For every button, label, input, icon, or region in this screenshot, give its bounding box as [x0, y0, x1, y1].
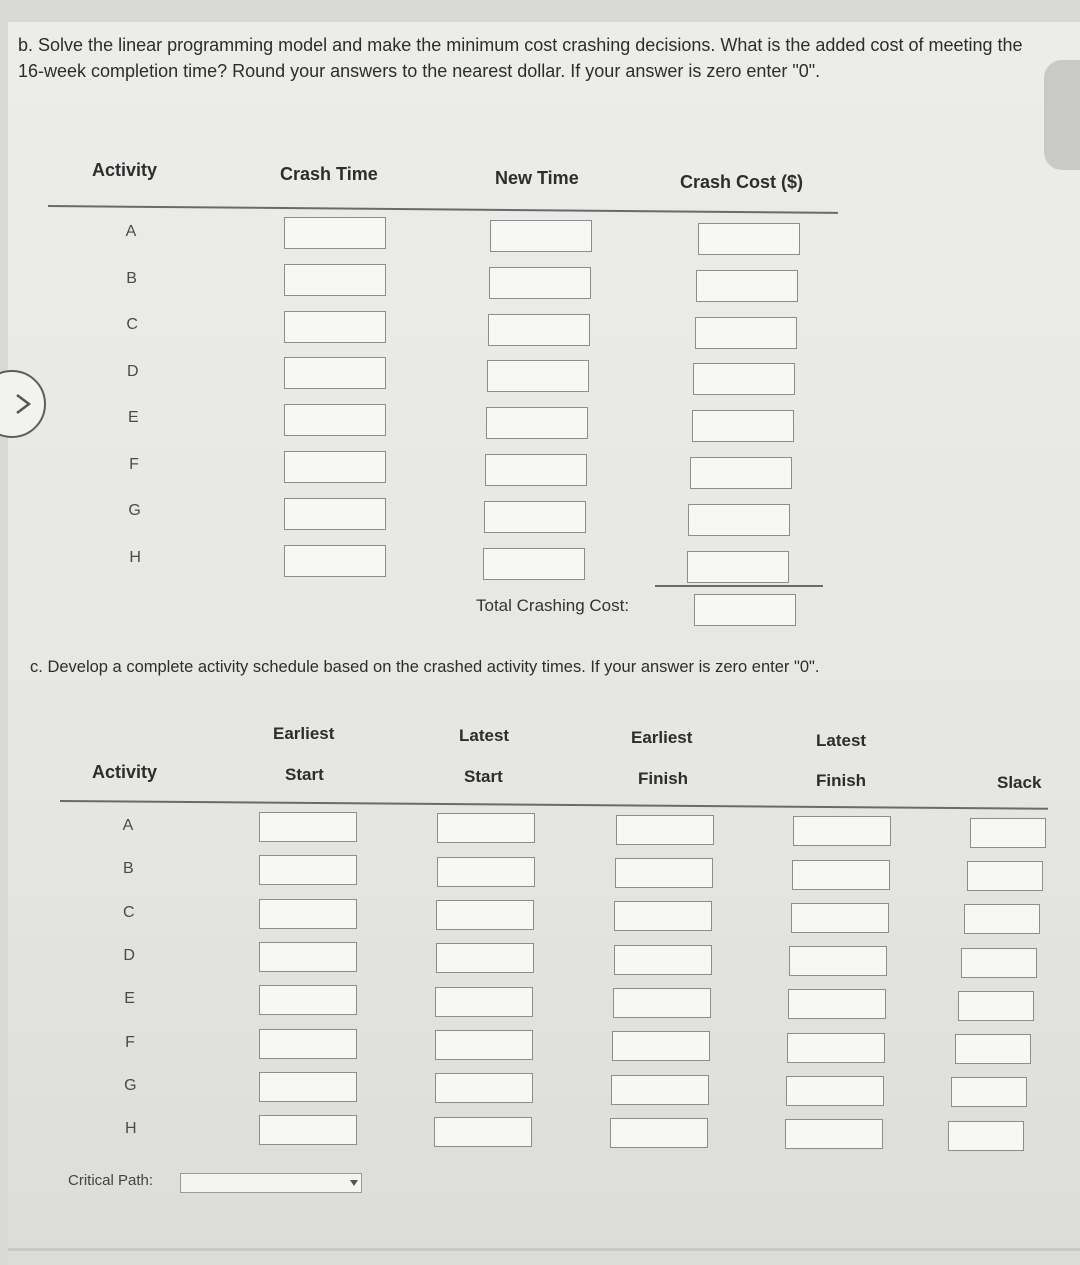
earliest-finish-input[interactable] [614, 945, 712, 975]
question-c [30, 654, 1030, 680]
latest-finish-input[interactable] [791, 903, 889, 933]
slack-input[interactable] [951, 1077, 1027, 1107]
crash-time-input[interactable] [284, 311, 386, 343]
earliest-start-input[interactable] [259, 1115, 357, 1145]
crash-cost-input[interactable] [693, 363, 795, 395]
header-activity-b: Activity [92, 160, 158, 180]
new-time-input[interactable] [483, 548, 585, 580]
activity-label: D [127, 362, 139, 380]
scrollbar-thumb[interactable] [1044, 60, 1080, 170]
latest-finish-input[interactable] [792, 860, 890, 890]
activity-label: F [129, 455, 139, 473]
earliest-start-input[interactable] [259, 1029, 357, 1059]
new-time-input[interactable] [486, 407, 588, 439]
slack-input[interactable] [967, 861, 1043, 891]
earliest-start-input[interactable] [259, 855, 357, 885]
crash-cost-input[interactable] [692, 410, 794, 442]
latest-start-input[interactable] [436, 900, 534, 930]
new-time-input[interactable] [490, 220, 592, 252]
latest-finish-input[interactable] [788, 989, 886, 1019]
activity-label: A [125, 223, 137, 240]
activity-label: G [128, 502, 141, 519]
activity-label: A [122, 817, 134, 834]
earliest-finish-input[interactable] [615, 858, 713, 888]
header-latest-finish-1: Latest [816, 731, 867, 750]
activity-label: H [125, 1120, 137, 1138]
crash-time-input[interactable] [284, 451, 386, 483]
earliest-start-input[interactable] [259, 899, 357, 929]
total-crashing-cost-label: Total Crashing Cost: [476, 596, 630, 615]
latest-finish-input[interactable] [786, 1076, 884, 1106]
earliest-finish-input[interactable] [614, 901, 712, 931]
header-earliest-start-2: Start [285, 765, 324, 784]
latest-start-input[interactable] [435, 987, 533, 1017]
header-latest-start-2: Start [464, 767, 503, 786]
latest-start-input[interactable] [437, 813, 535, 843]
question-b-label: b. [18, 35, 34, 55]
header-earliest-start-1: Earliest [273, 724, 335, 743]
earliest-start-input[interactable] [259, 1072, 357, 1102]
chevron-down-icon [350, 1180, 358, 1186]
crash-time-input[interactable] [284, 404, 386, 436]
new-time-input[interactable] [487, 360, 589, 392]
total-crashing-cost-input[interactable] [694, 594, 796, 626]
slack-input[interactable] [964, 904, 1040, 934]
header-earliest-finish-2: Finish [638, 769, 689, 788]
latest-finish-input[interactable] [787, 1033, 885, 1063]
crash-cost-input[interactable] [687, 551, 789, 583]
activity-label: E [128, 409, 139, 426]
new-time-input[interactable] [488, 314, 590, 346]
earliest-start-input[interactable] [259, 812, 357, 842]
header-crash-time: Crash Time [280, 164, 378, 184]
slack-input[interactable] [955, 1034, 1031, 1064]
crash-time-input[interactable] [284, 545, 386, 577]
crash-time-input[interactable] [284, 264, 386, 296]
crash-time-input[interactable] [284, 357, 386, 389]
crash-cost-input[interactable] [690, 457, 792, 489]
header-latest-finish-2: Finish [816, 771, 867, 790]
chevron-right-icon [13, 392, 33, 416]
earliest-finish-input[interactable] [610, 1118, 708, 1148]
earliest-finish-input[interactable] [616, 815, 714, 845]
header-earliest-finish-1: Earliest [631, 728, 693, 747]
slack-input[interactable] [958, 991, 1034, 1021]
crash-cost-input[interactable] [695, 317, 797, 349]
earliest-finish-input[interactable] [612, 1031, 710, 1061]
header-latest-start-1: Latest [459, 726, 510, 745]
earliest-finish-input[interactable] [613, 988, 711, 1018]
critical-path-label: Critical Path: [68, 1172, 154, 1189]
crash-time-input[interactable] [284, 498, 386, 530]
page-bottom-edge [8, 1248, 1080, 1251]
latest-start-input[interactable] [435, 1073, 533, 1103]
latest-start-input[interactable] [437, 857, 535, 887]
slack-input[interactable] [961, 948, 1037, 978]
new-time-input[interactable] [484, 501, 586, 533]
activity-label: C [123, 903, 135, 921]
new-time-input[interactable] [489, 267, 591, 299]
latest-finish-input[interactable] [785, 1119, 883, 1149]
activity-label: H [129, 548, 141, 566]
header-activity-c: Activity [92, 762, 158, 782]
crash-cost-input[interactable] [698, 223, 800, 255]
earliest-finish-input[interactable] [611, 1075, 709, 1105]
question-c-text: Develop a complete activity schedule based on the crashed activity times. If your answer is zero enter "0". [47, 658, 820, 676]
activity-label: C [126, 316, 138, 333]
slack-input[interactable] [948, 1121, 1024, 1151]
activity-label: B [123, 860, 134, 878]
earliest-start-input[interactable] [259, 942, 357, 972]
latest-start-input[interactable] [435, 1030, 533, 1060]
latest-finish-input[interactable] [789, 946, 887, 976]
latest-finish-input[interactable] [793, 816, 891, 846]
activity-label: G [124, 1076, 137, 1094]
total-rule [655, 585, 823, 587]
activity-label: D [123, 946, 135, 964]
crash-time-input[interactable] [284, 217, 386, 249]
earliest-start-input[interactable] [259, 985, 357, 1015]
header-new-time: New Time [495, 168, 579, 188]
question-c-label: c. [30, 658, 43, 676]
question-b-text: Solve the linear programming model and make the minimum cost crashing decisions. What is the added cost of meeting the 16-week completion time? Round your answers to the nearest dollar. If your answer is zero enter "0". [18, 35, 1023, 81]
latest-start-input[interactable] [436, 943, 534, 973]
activity-label: F [125, 1033, 135, 1051]
question-b [18, 32, 1048, 84]
header-slack: Slack [997, 773, 1042, 792]
new-time-input[interactable] [485, 454, 587, 486]
activity-label: E [124, 990, 135, 1008]
critical-path-select[interactable] [180, 1173, 362, 1193]
header-crash-cost: Crash Cost ($) [680, 172, 804, 192]
crash-cost-input[interactable] [696, 270, 798, 302]
latest-start-input[interactable] [434, 1117, 532, 1147]
slack-input[interactable] [970, 818, 1046, 848]
crash-cost-input[interactable] [688, 504, 790, 536]
activity-label: B [126, 269, 137, 287]
